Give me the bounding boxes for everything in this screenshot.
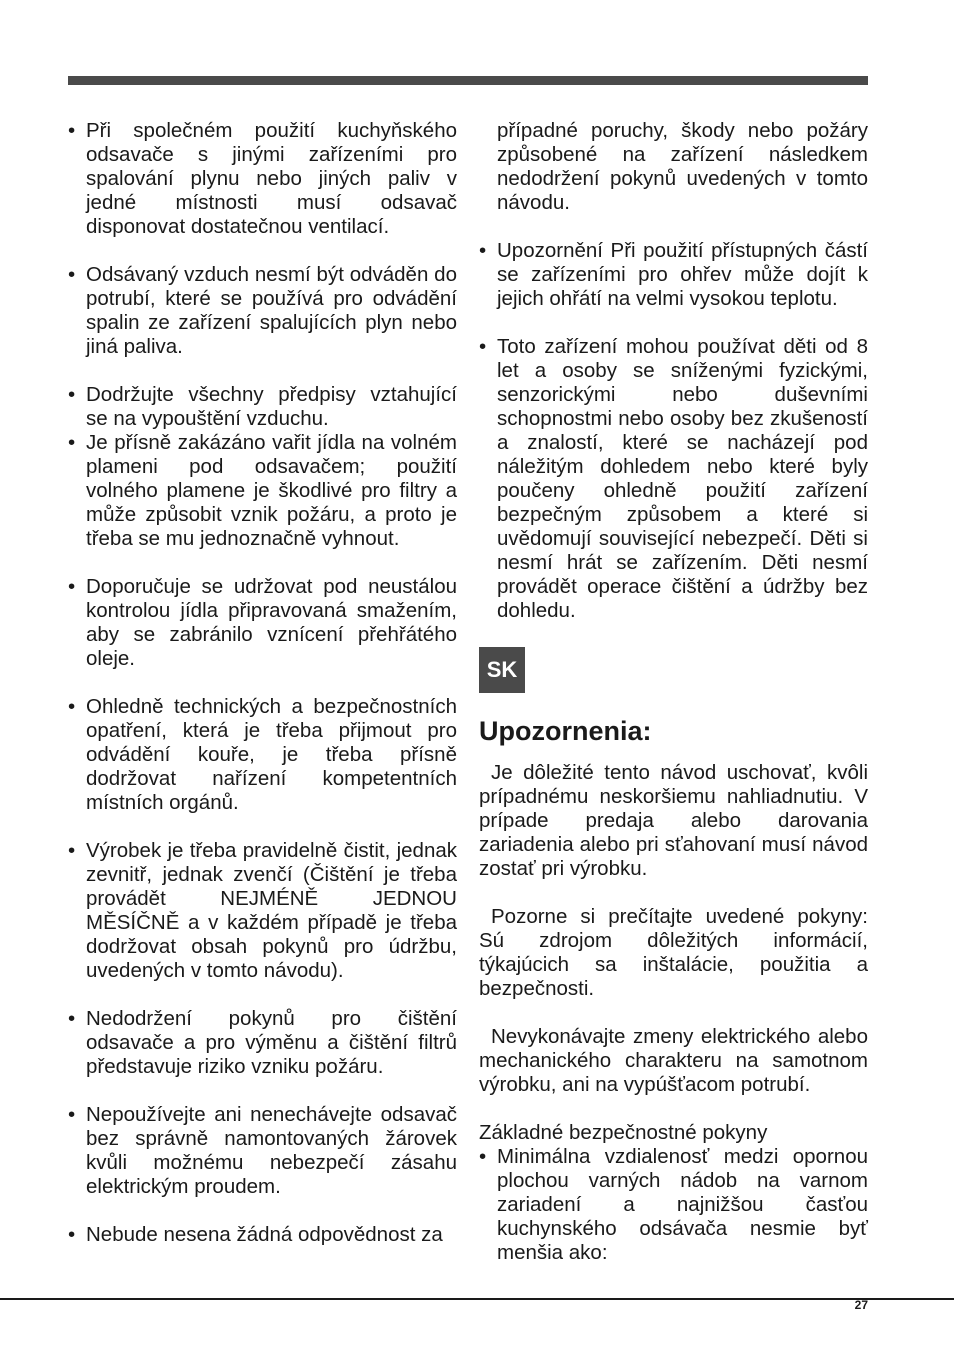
continuation-text: případné poruchy, škody nebo požáry způsobené na zařízení následkem nedodržení pokynů uvedených v tomto návodu. [497,119,868,214]
bullet: • [68,839,76,862]
paragraph: Pozorne si prečítajte uvedené pokyny: Sú zdrojom dôležitých informácií, týkajúcich sa inštalácie, použitia a bezpečnosti. [479,905,868,1000]
list-item [68,1223,457,1247]
list-item [68,431,457,551]
list-item [479,335,868,623]
list-item-text: Je přísně zakázáno vařit jídla na volném plameni pod odsavačem; použití volného plamene je škodlivé pro filtry a může způsobit vznik požáru, a proto je třeba se mu jednoznačně vyhnout. [86,431,457,550]
paragraph: Je dôležité tento návod uschovať, kvôli prípadnému neskoršiemu nahliadnutiu. V prípade predaja alebo darovania zariadenia alebo pri sťahovaní musí návod zostať pri výrobku. [479,761,868,880]
list-item-text: Nebude nesena žádná odpovědnost za [86,1223,443,1246]
list-item [68,839,457,983]
list-item [479,239,868,311]
list-item [68,1103,457,1199]
top-rule [68,76,868,85]
list-item [68,575,457,671]
list-item-text: Odsávaný vzduch nesmí být odváděn do potrubí, které se používá pro odvádění spalin ze zařízení spalujících plyn nebo jiná paliva. [86,263,457,358]
language-badge: SK [479,647,525,693]
list-item [68,695,457,815]
list-item-text: Dodržujte všechny předpisy vztahující se na vypouštění vzduchu. [86,383,457,430]
list-item-text: Nepoužívejte ani nenechávejte odsavač bez správně namontovaných žárovek kvůli možnému nebezpečí zásahu elektrickým proudem. [86,1103,457,1198]
list-item-text: Nedodržení pokynů pro čištění odsavače a pro výměnu a čištění filtrů představuje riziko vzniku požáru. [86,1007,457,1078]
bullet: • [68,1103,76,1126]
list-item-text: Výrobek je třeba pravidelně čistit, jednak zevnitř, jednak zvenčí (Čištění je třeba provádět NEJMÉNĚ JEDNOU MĚSÍČNĚ a v každém případě je třeba dodržovat obsah pokynů pro údržbu, uvedených v tomto návodu). [86,839,457,982]
list-item [479,1145,868,1265]
list-item-text: Minimálna vzdialenosť medzi opornou plochou varných nádob na varnom zariadení a najnižšou časťou kuchynského odsávača nesmie byť menšia ako: [497,1145,868,1264]
list-item-text: Ohledně technických a bezpečnostních opatření, která je třeba přijmout pro odvádění kouře, je třeba přísně dodržovat nařízení kompetentních místních orgánů. [86,695,457,814]
list-item [68,383,457,431]
bullet: • [68,695,76,718]
bullet: • [68,263,76,286]
page-number: 27 [854,1298,868,1312]
right-column [479,119,868,1265]
subheading: Základné bezpečnostné pokyny [479,1121,768,1144]
bullet: • [479,239,487,262]
list-item-text: Při společném použití kuchyňského odsavače s jinými zařízeními pro spalování plynu nebo jiných paliv v jedné místnosti musí odsavač disponovat dostatečnou ventilací. [86,119,457,238]
bullet: • [479,1145,487,1168]
list-item-text: Upozornění Při použití přístupných částí se zařízeními pro ohřev může dojít k jejich ohřátí na velmi vysokou teplotu. [497,239,868,310]
section-heading: Upozornenia: [479,716,652,746]
bottom-rule [0,1298,954,1300]
bullet: • [68,383,76,406]
list-item-text: Toto zařízení mohou používat děti od 8 let a osoby se sníženými fyzickými, senzorickými nebo duševními schopnostmi nebo osoby bez zkušeností a znalostí, které se nacházejí pod náležitým dohledem nebo které byly poučeny ohledně použití zařízení bezpečným způsobem a které si uvědomují související nebezpečí. Děti si nesmí hrát se zařízením. Děti nesmí provádět operace čištění a údržby bez dohledu. [497,335,868,622]
paragraph: Nevykonávajte zmeny elektrického alebo mechanického charakteru na samotnom výrobku, ani na vypúšťacom potrubí. [479,1025,868,1096]
bullet: • [68,575,76,598]
list-item [68,1007,457,1079]
bullet: • [68,1223,76,1246]
bullet: • [68,1007,76,1030]
left-column [68,119,457,1271]
list-item [68,263,457,359]
bullet: • [68,119,76,142]
list-item [68,119,457,239]
bullet: • [68,431,76,454]
bullet: • [479,335,487,358]
list-item-text: Doporučuje se udržovat pod neustálou kontrolou jídla připravovaná smažením, aby se zabránilo vznícení přehřátého oleje. [86,575,457,670]
